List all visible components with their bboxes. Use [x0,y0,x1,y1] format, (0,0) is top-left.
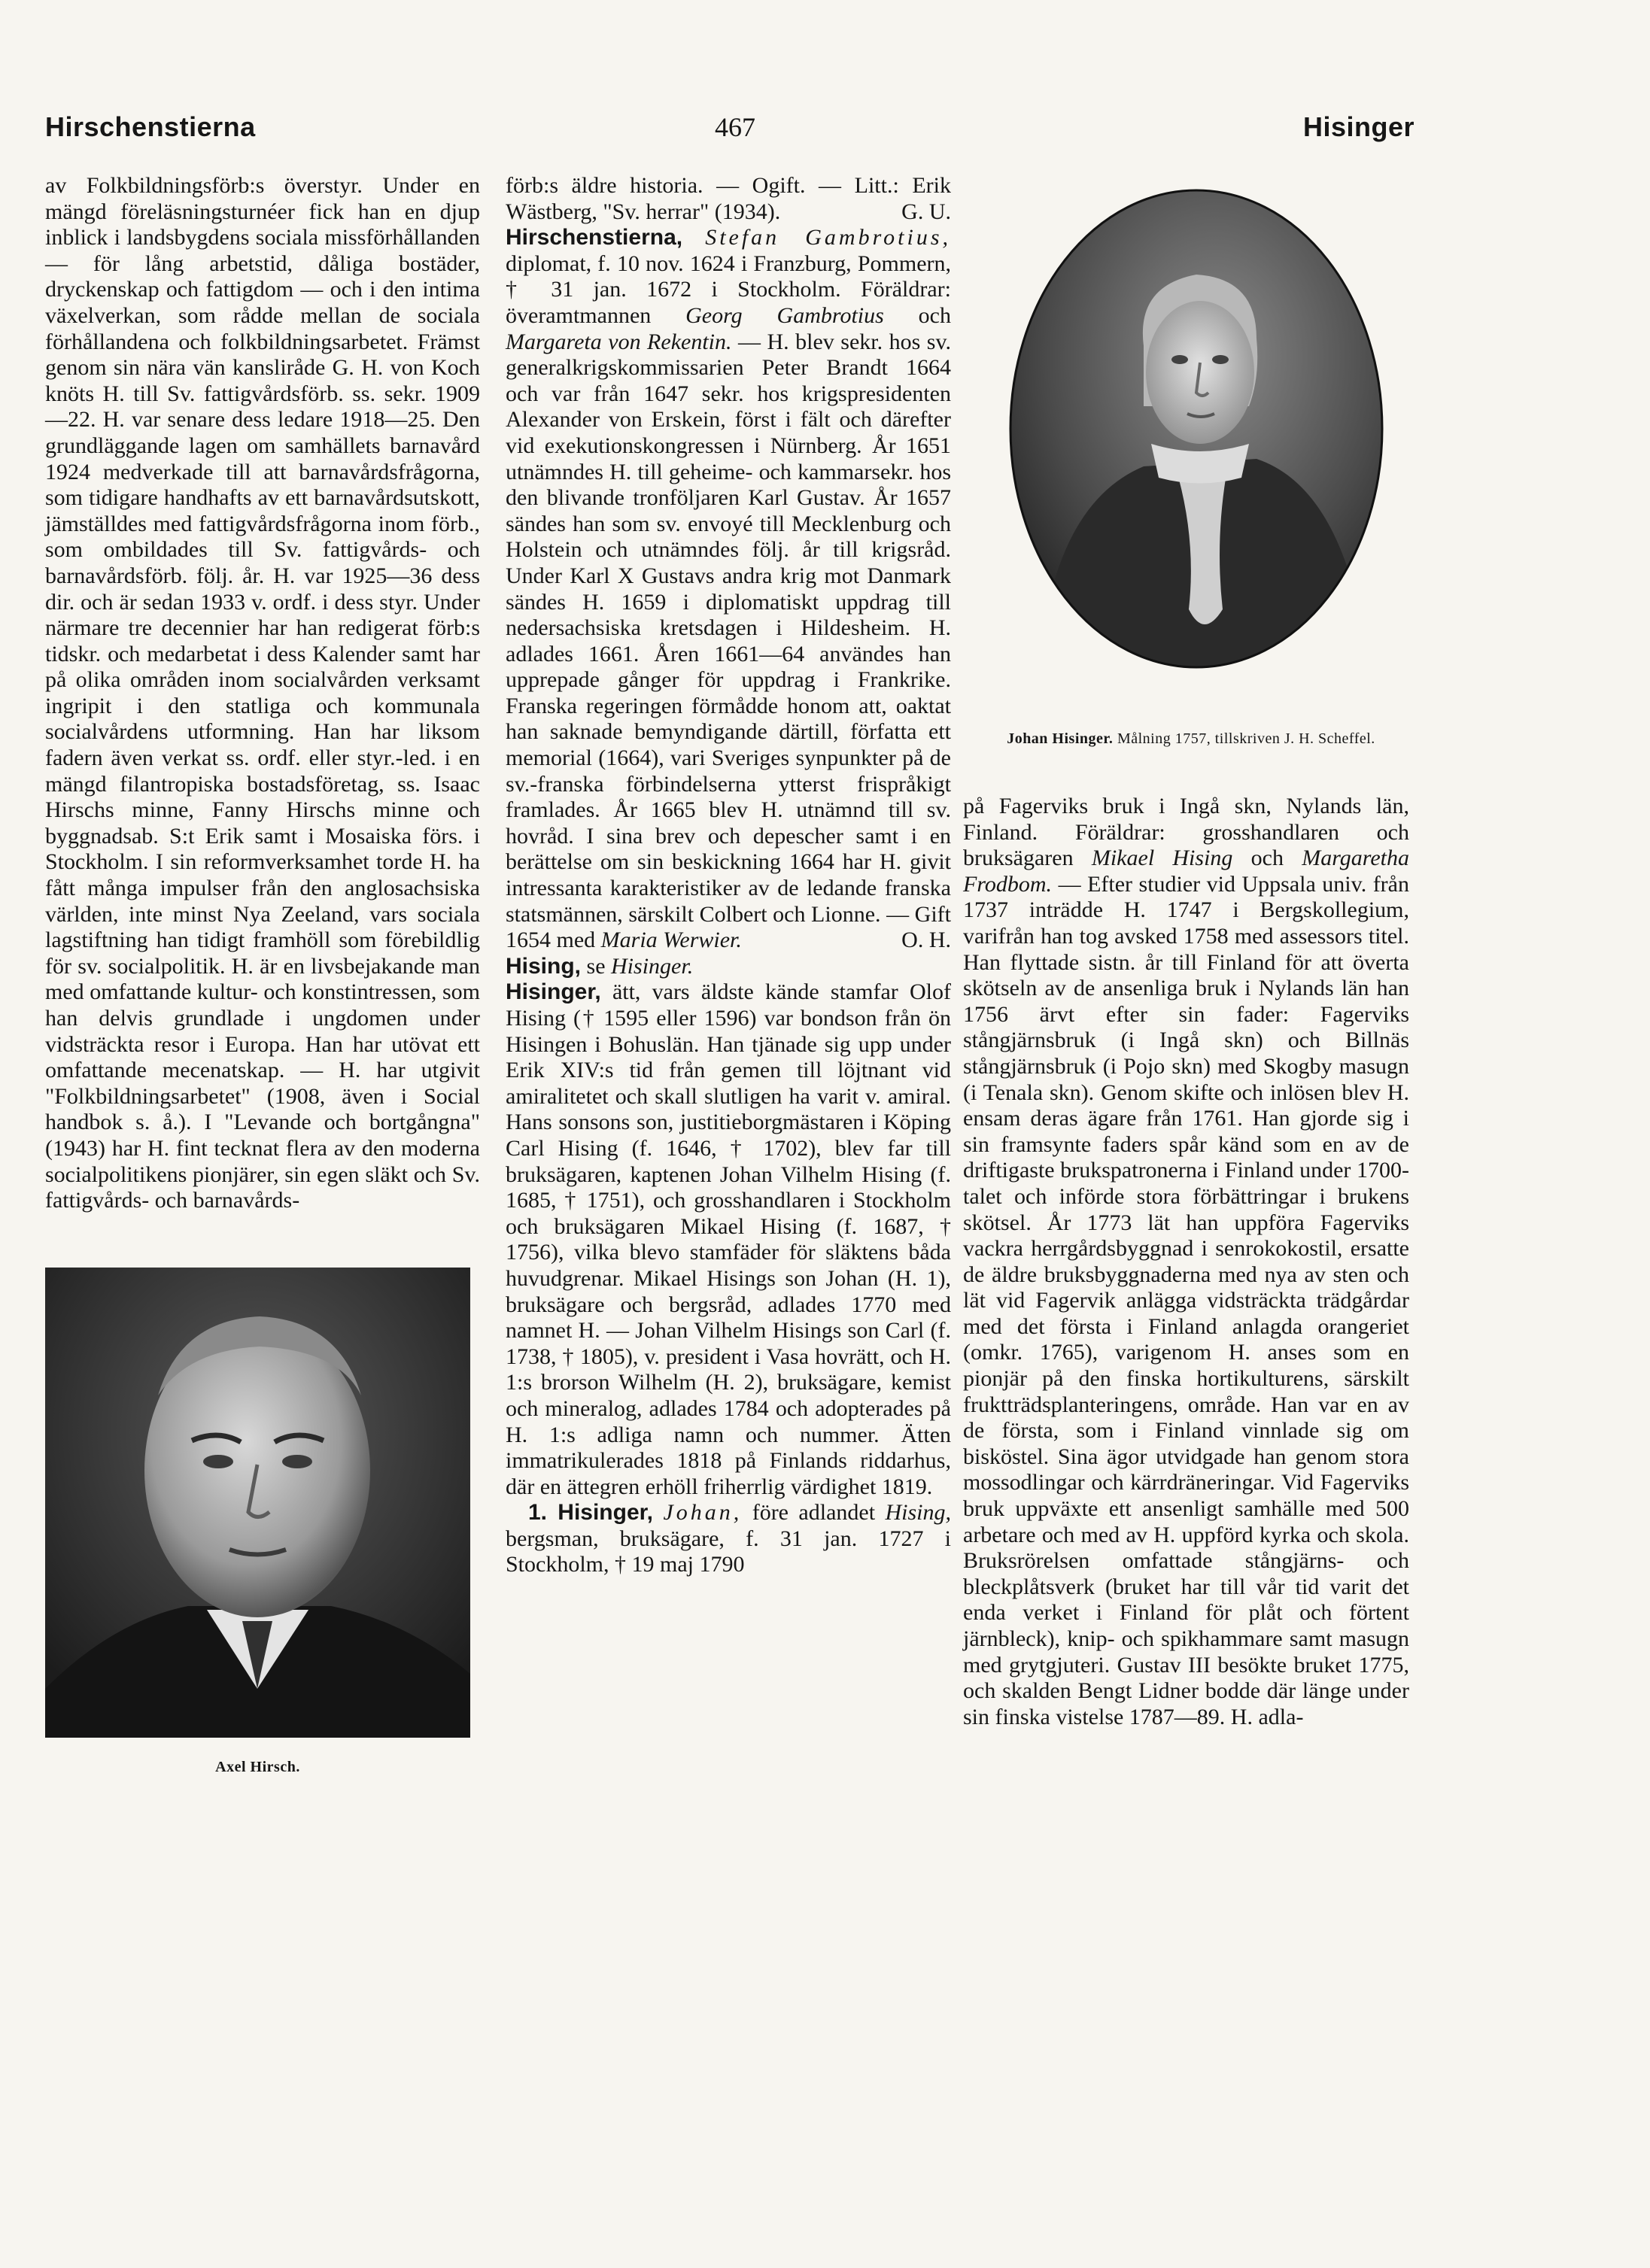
hirsch-article-end: förb:s äldre historia. — Ogift. — Litt.: Erik Wästberg, "Sv. herrar" (1934). G. U. [506,173,951,224]
header-right-entry: Hisinger [1302,111,1415,142]
author-signature: O. H. [901,928,951,953]
entry-headword: Hisinger, [506,979,601,1005]
hirsch-article-continuation: av Folkbildningsförb:s överstyr. Under en mängd föreläsningsturnéer fick han en djup inblick i landsbygdens sociala missförhållanden — för lång arbetstid, dåliga bostäder, dryckenskap och fattigdom — och i den intima växelverkan, som rådde mellan de sociala förhållandena och folkbildningsarbetet. Främst genom sin nära vän kansliråde G. H. von Koch knöts H. till Sv. fattigvårdsförb. ss. sekr. 1909 —22. H. var senare dess ledare 1918—25. Den grundläggande lagen om samhällets barnavård 1924 medverkade till att barnavårdsfrågorna, som tidigare handhafts av ett barnavårdsutskott, jämställdes med fattigvårdsfrågorna inom förb., som ombildades till Sv. fattigvårds- och barnavårdsförb. följ. år. H. var 1925—36 dess dir. och är sedan 1933 v. ordf. i dess styr. Under närmare tre decennier har han redigerat förb:s tidskr. och medarbetat i dess Kalender samt har på olika områden inom socialvården verksamt ingripit i den statliga och kommunala socialvårdens utformning. Han har liksom fadern även verkat ss. ordf. eller styr.-led. i en mängd filantropiska bostadsföretag, ss. Isaac Hirschs minne, Fanny Hirschs minne och byggnadsab. S:t Erik samt i Mosaiska förs. i Stockholm. I sin reformverksamhet torde H. ha fått många impulser från den anglosachsiska världen, inte minst Nya Zeeland, vars sociala lagstiftning han tidigt framhöll som förebildlig för sv. socialpolitik. H. är en livsbejakande man med omfattande kultur- och konstintressen, som han delvis grundlade i ungdomen under vidsträckta resor i Europa. Han har utövat ett omfattande mecenatskap. — H. har utgivit "Folkbildningsarbetet" (1908, även i Social handbok s. å.). I "Levande och bortgångna" (1943) har H. fint tecknat flera av den moderna socialpolitikens pionjärer, sin egen släkt och Sv. fattigvårds- och barnavårds- [45,173,480,1213]
entry-hisinger-family: Hisinger, ätt, vars äldste kände stamfar Olof Hising († 1595 eller 1596) var bondson från ön Hisingen i Bohuslän. Han tjänade sig upp under Erik XIV:s tid från gemen till löjtnant vid amiralitetet och skall slutligen ha varit v. amiral. Hans sonsons son, justitieborgmästaren i Köping Carl Hising (f. 1646, † 1702), blev far till bruksägaren, kaptenen Johan Vilhelm Hising (f. 1685, † 1751), och grosshandlaren i Stockholm och bruksägaren Mikael Hising (f. 1687, † 1756), vilka blevo stamfäder för släktens båda huvudgrenar. Mikael Hisings son Johan (H. 1), bruksägare och bergsråd, adlades 1770 med namnet H. — Johan Vilhelm Hisings son Carl (f. 1738, † 1805), v. president i Vasa hovrätt, och H. 1:s brorson Wilhelm (H. 2), bruksägare, kemist och mineralog, adlades 1784 och adopterades på H. 1:s adliga namn och nummer. Ätten immatrikulerades 1818 på Finlands riddarhus, där en ättegren erhöll friherrlig värdighet 1819. [506,979,951,1499]
caption-johan-hisinger: Johan Hisinger. Målning 1757, tillskriven J. H. Scheffel. [1007,730,1375,747]
entry-headword: Hirschenstierna, [506,225,683,250]
running-header [45,105,1415,150]
photo-axel-hirsch [45,1268,470,1738]
column-3 [963,794,1409,1730]
entry-stefan-hirschenstierna: Hirschenstierna, Stefan Gambrotius, diplomat, f. 10 nov. 1624 i Franzburg, Pommern, † 31 jan. 1672 i Stockholm. Föräldrar: överamtmannen Georg Gambrotius och Margareta von Rekentin. — H. blev sekr. hos sv. generalkrigskommissarien Peter Brandt 1664 och var från 1647 sekr. hos krigspresidenten Alexander von Erskein, först i fält och därefter vid exekutionskongressen i Nürnberg. År 1651 utnämndes H. till geheime- och kammarsekr. hos den blivande tronföljaren Karl Gustav. År 1657 sändes han som sv. envoyé till Mecklenburg och Holstein och utnämndes följ. år till krigsråd. Under Karl X Gustavs andra krig mot Danmark sändes H. 1659 i diplomatiskt uppdrag till nedersachsiska kretsdagen i Hildesheim. H. adlades 1661. Åren 1661—64 användes han upprepade gånger för uppdrag i Frankrike. Franska regeringen förmådde honom att, oaktat han saknade bemyndigande därtill, författa ett memorial (1664), vari Sveriges synpunkter på de sv.-franska förbindelserna ytterst frispråkigt framlades. År 1665 blev H. utnämnd till sv. hovråd. I sina brev och depescher samt i en berättelse om sin beskickning 1664 har H. givit intressanta karakteristiker av de ledande franska statsmännen, särskilt Colbert och Lionne. — Gift 1654 med Maria Werwier. O. H. [506,225,952,953]
column-2 [506,173,951,1578]
portrait-johan-hisinger [1008,188,1384,669]
johan-hisinger-article: på Fagerviks bruk i Ingå skn, Nylands län, Finland. Föräldrar: grosshandlaren och bruksägaren Mikael Hising och Margaretha Frodbom. — Efter studier vid Uppsala univ. från 1737 inträdde H. 1747 i Bergskollegium, varifrån han tog avsked 1758 med assessors titel. Han flyttade sistn. år till Finland för att överta skötseln av de ansenliga bruk i Nylands län han 1756 ärvt efter sin fader: Fagerviks stångjärnsbruk (i Ingå skn) och Billnäs stångjärnsbruk (i Pojo skn) med Skogby masugn (i Tenala skn). Genom skifte och inlösen blev H. ensam deras ägare från 1761. Han gjorde sig i sin framsynte faders spår känd som en av de driftigaste brukspatronerna i Finland under 1700-talet och införde stora förbättringar i brukens skötsel. År 1773 lät han uppföra Fagerviks vackra herrgårdsbyggnad i senrokokostil, ersatte de äldre bruksbyggnaderna med nya av sten och lät vid Fagervik anlägga vidsträckta trädgårdar med det första i Finland anlagda orangeriet (omkr. 1765), varigenom H. anses som en pionjär på den finska hortikulturens, särskilt fruktträdsplanteringens, område. Han var en av de första, som i Finland vinnlade sig om bisköstel. Sina ägor utvidgade han genom stora mossodlingar och kärrdräneringar. Vid Fagerviks bruk uppväxte ett ansenligt samhälle med 500 arbetare och med av H. uppförd kyrka och skola. Bruksrörelsen omfattade stångjärns- och bleckplåtsverk (bruket har till vår tid varit det enda verket i Finland för plåt och förtent järnbleck), knip- och spikhammare samt masugn med grytgjuteri. Gustav III besökte bruket 1775, och skalden Bengt Lidner bodde där länge under sin finska vistelse 1787—89. H. adla- [963,794,1409,1729]
column-1 [45,173,480,1214]
header-left-entry: Hirschenstierna [45,111,256,142]
entry-headword: 1. Hisinger, [528,1500,653,1526]
caption-axel-hirsch: Axel Hirsch. [215,1759,300,1775]
entry-hising-reference: Hising, se Hisinger. [506,953,694,979]
page-number: 467 [715,112,755,142]
entry-headword: Hising, [506,953,582,979]
entry-johan-hisinger: 1. Hisinger, Johan, före adlandet Hising, bergsman, bruksägare, f. 31 jan. 1727 i Stockholm, † 19 maj 1790 [506,1500,951,1577]
author-signature: G. U. [901,199,951,224]
